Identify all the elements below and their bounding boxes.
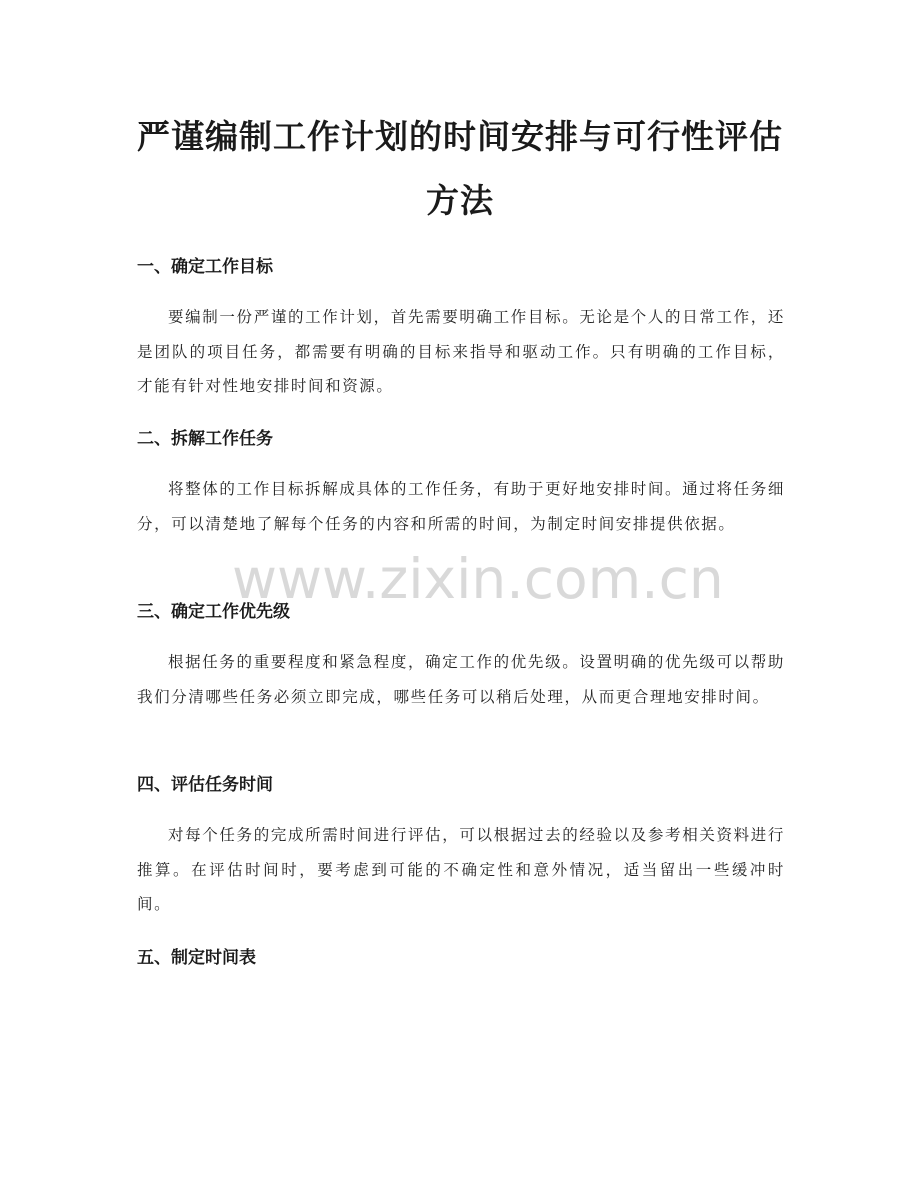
watermark-text: www.zixin.com.cn [232,547,724,611]
document-title: 严谨编制工作计划的时间安排与可行性评估方法 [137,117,783,220]
section-heading-3: 三、确定工作优先级 [137,602,290,622]
section-heading-2: 二、拆解工作任务 [137,429,273,449]
section-heading-4: 四、评估任务时间 [137,775,273,795]
section-body-4: 对每个任务的完成所需时间进行评估，可以根据过去的经验以及参考相关资料进行推算。在评估时间时，要考虑到可能的不确定性和意外情况，适当留出一些缓冲时间。 [137,826,785,913]
section-heading-1: 一、确定工作目标 [137,257,273,277]
section-body-3: 根据任务的重要程度和紧急程度，确定工作的优先级。设置明确的优先级可以帮助我们分清哪些任务必须立即完成，哪些任务可以稍后处理，从而更合理地安排时间。 [137,653,785,706]
section-body-2: 将整体的工作目标拆解成具体的工作任务，有助于更好地安排时间。通过将任务细分，可以清楚地了解每个任务的内容和所需的时间，为制定时间安排提供依据。 [137,480,785,533]
section-heading-5: 五、制定时间表 [137,948,256,968]
section-body-1: 要编制一份严谨的工作计划，首先需要明确工作目标。无论是个人的日常工作，还是团队的项目任务，都需要有明确的目标来指导和驱动工作。只有明确的工作目标，才能有针对性地安排时间和资源。 [137,308,785,395]
